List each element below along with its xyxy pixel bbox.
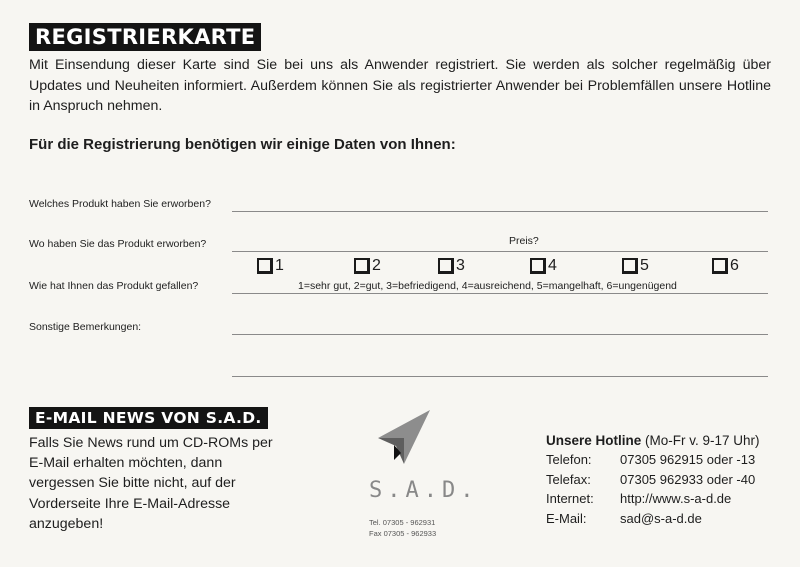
remarks-line-field-1[interactable] [232, 334, 768, 335]
checkbox-icon [438, 258, 454, 274]
checkbox-icon [257, 258, 273, 274]
checkbox-icon [622, 258, 638, 274]
logo-contact-block [369, 517, 436, 539]
hotline-title: Unsere Hotline [546, 433, 642, 448]
email-news-text: Falls Sie News rund um CD-ROMs per E-Mail erhalten möchten, dann vergessen Sie bitte nicht, auf der Vorderseite Ihre E-Mail-Adresse anzugeben! [29, 435, 273, 532]
rating-line [232, 293, 768, 294]
hotline-label: E-Mail: [546, 510, 587, 526]
email-news-title: E-MAIL NEWS VON S.A.D. [29, 407, 268, 429]
rating-checkbox-1[interactable] [257, 257, 284, 275]
purchase-place-line-field[interactable] [232, 251, 768, 252]
checkbox-icon [354, 258, 370, 274]
hotline-value: sad@s-a-d.de [620, 510, 702, 526]
checkbox-icon [712, 258, 728, 274]
price-label: Preis? [509, 235, 539, 247]
form-heading: Für die Registrierung benötigen wir einige Daten von Ihnen: [29, 136, 456, 153]
sad-logo-mark [374, 408, 434, 468]
logo-tel: Tel. 07305 - 962931 [369, 518, 436, 527]
hotline-value: 07305 962915 oder -13 [620, 452, 756, 467]
rating-label: Wie hat Ihnen das Produkt gefallen? [29, 280, 199, 292]
rating-checkbox-5[interactable] [622, 257, 649, 275]
rating-checkbox-3[interactable] [438, 257, 465, 275]
hotline-row-fax [546, 472, 755, 492]
hotline-label: Internet: [546, 491, 594, 506]
product-line-field[interactable] [232, 211, 768, 212]
rating-option-label: 2 [372, 257, 381, 274]
registration-title: REGISTRIERKARTE [29, 23, 261, 51]
hotline-row-internet [546, 491, 755, 511]
checkbox-icon [530, 258, 546, 274]
rating-checkbox-6[interactable] [712, 257, 739, 275]
rating-option-label: 1 [275, 257, 284, 274]
hotline-hours: (Mo-Fr v. 9-17 Uhr) [645, 433, 760, 448]
logo-fax: Fax 07305 - 962933 [369, 529, 437, 538]
rating-option-label: 6 [730, 257, 739, 274]
rating-option-label: 3 [456, 257, 465, 274]
hotline-row-phone [546, 452, 755, 472]
hotline-row-email [546, 511, 755, 531]
purchase-place-label: Wo haben Sie das Produkt erworben? [29, 238, 207, 250]
rating-checkbox-4[interactable] [530, 257, 557, 275]
remarks-line-field-2[interactable] [232, 376, 768, 377]
rating-option-label: 5 [640, 257, 649, 274]
hotline-heading [546, 433, 760, 448]
sad-logo-text: S.A.D. [369, 478, 479, 503]
rating-option-label: 4 [548, 257, 557, 274]
rating-scale-legend: 1=sehr gut, 2=gut, 3=befriedigend, 4=ausreichend, 5=mangelhaft, 6=ungenügend [298, 280, 677, 292]
hotline-value: http://www.s-a-d.de [620, 491, 732, 506]
hotline-label: Telefon: [546, 452, 592, 467]
intro-text: Mit Einsendung dieser Karte sind Sie bei uns als Anwender registriert. Sie werden als solcher regelmäßig über Updates und Neuheiten informiert. Außerdem können Sie als registrierter Anwender bei Problemfällen unsere Hotline in Anspruch nehmen. [29, 57, 771, 114]
product-label: Welches Produkt haben Sie erworben? [29, 198, 211, 210]
hotline-contact-list [546, 452, 755, 530]
rating-checkbox-2[interactable] [354, 257, 381, 275]
hotline-label: Telefax: [546, 471, 591, 487]
hotline-value: 07305 962933 oder -40 [620, 471, 756, 487]
remarks-label: Sonstige Bemerkungen: [29, 321, 142, 333]
